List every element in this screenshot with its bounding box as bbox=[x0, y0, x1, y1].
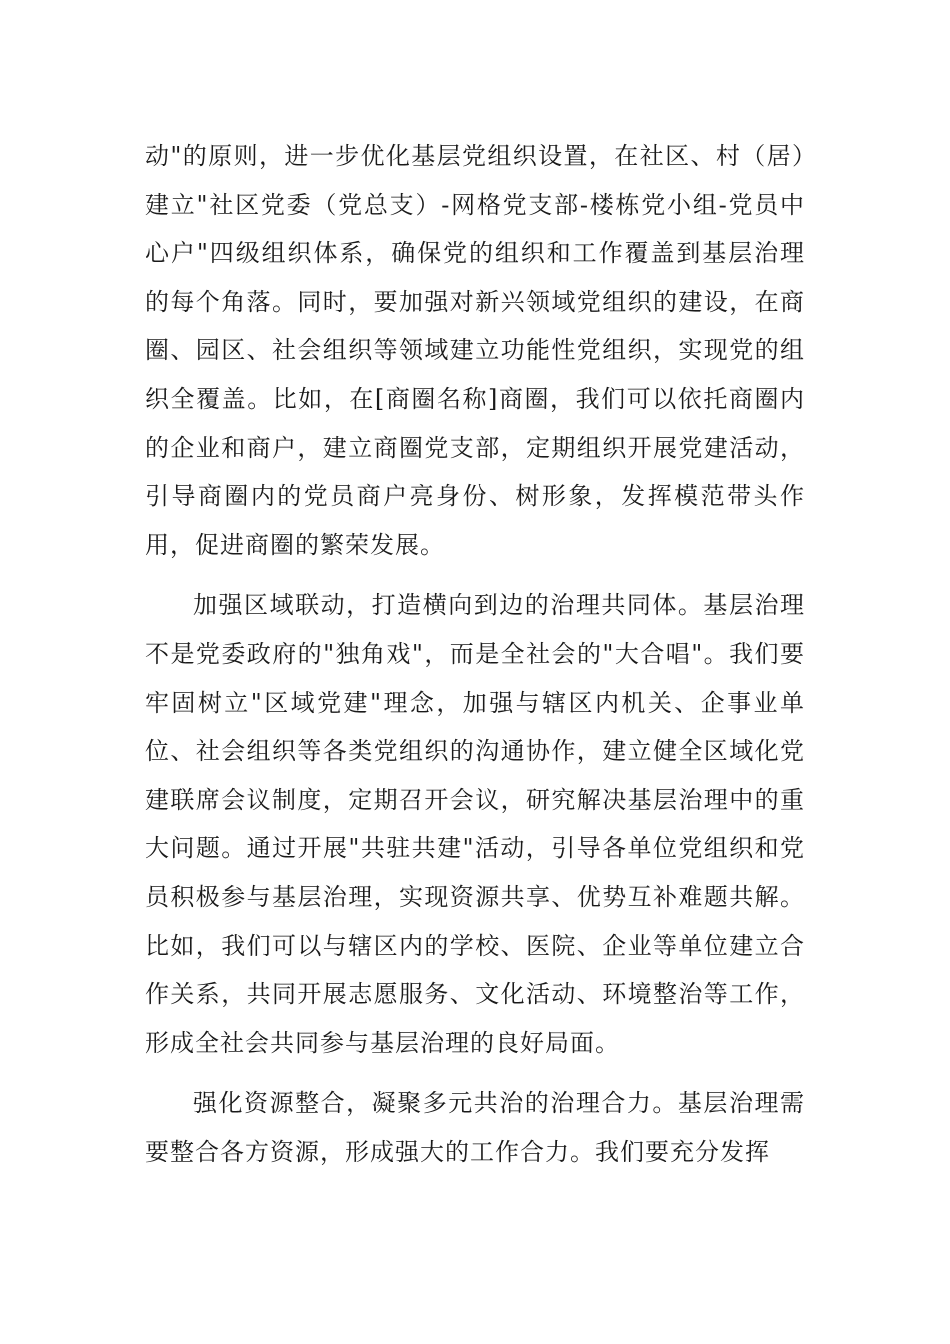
paragraph-regional-linkage: 加强区域联动，打造横向到边的治理共同体。基层治理不是党委政府的"独角戏"，而是全社会的"大合唱"。我们要牢固树立"区域党建"理念，加强与辖区内机关、企事业单位、社会组织等各类党组织的沟通协作，建立健全区域化党建联席会议制度，定期召开会议，研究解决基层治理中的重大问题。通过开展"共驻共建"活动，引导各单位党组织和党员积极参与基层治理，实现资源共享、优势互补难题共解。比如，我们可以与辖区内的学校、医院、企业等单位建立合作关系，共同开展志愿服务、文化活动、环境整治等工作，形成全社会共同参与基层治理的良好局面。 bbox=[145, 591, 805, 1057]
paragraph-resource-integration: 强化资源整合，凝聚多元共治的治理合力。基层治理需要整合各方资源，形成强大的工作合力。我们要充分发挥 bbox=[145, 1089, 805, 1166]
document-body bbox=[145, 132, 805, 1176]
paragraph-continued: 动"的原则，进一步优化基层党组织设置，在社区、村（居）建立"社区党委（党总支）-网格党支部-楼栋党小组-党员中心户"四级组织体系，确保党的组织和工作覆盖到基层治理的每个角落。同时，要加强对新兴领域党组织的建设，在商圈、园区、社会组织等领域建立功能性党组织，实现党的组织全覆盖。比如，在[商圈名称]商圈，我们可以依托商圈内的企业和商户，建立商圈党支部，定期组织开展党建活动，引导商圈内的党员商户亮身份、树形象，发挥模范带头作用，促进商圈的繁荣发展。 bbox=[145, 142, 805, 559]
